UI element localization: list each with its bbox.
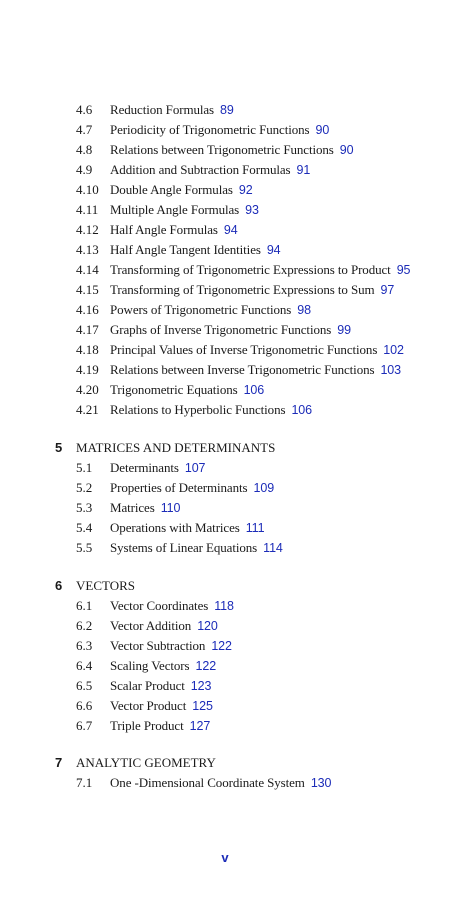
page-link[interactable]: 118: [214, 599, 234, 613]
section-title: Scalar Product 123: [110, 678, 212, 693]
section-number: 4.7: [76, 122, 93, 137]
section-title: Matrices 110: [110, 500, 181, 515]
section-number: 6.1: [76, 598, 93, 613]
section-title: Determinants 107: [110, 460, 206, 475]
page-link[interactable]: 107: [184, 461, 206, 475]
section-number: 4.17: [76, 322, 99, 337]
section-number: 7.1: [76, 775, 93, 790]
page-link[interactable]: 92: [238, 183, 253, 197]
page-link[interactable]: 93: [245, 203, 259, 217]
section-number: 5.3: [76, 500, 93, 515]
page-number-footer: v: [221, 850, 229, 865]
section-title: Triple Product 127: [110, 718, 211, 733]
section-title: Vector Product 125: [110, 698, 213, 713]
section-number: 6.7: [76, 718, 93, 733]
section-number: 4.9: [76, 162, 93, 177]
page-link[interactable]: 127: [189, 719, 211, 733]
page-link[interactable]: 102: [383, 343, 404, 357]
section-number: 4.16: [76, 302, 99, 317]
page-link[interactable]: 122: [195, 659, 217, 673]
page-link[interactable]: 94: [223, 223, 238, 237]
section-number: 5.4: [76, 520, 93, 535]
page-link[interactable]: 90: [339, 143, 354, 157]
section-number: 4.8: [76, 142, 93, 157]
section-number: 5.2: [76, 480, 93, 495]
section-number: 5.1: [76, 460, 93, 475]
chapter-title: VECTORS: [76, 578, 135, 593]
section-title: One -Dimensional Coordinate System 130: [110, 775, 332, 790]
section-number: 6.4: [76, 658, 93, 673]
section-title: Addition and Subtraction Formulas 91: [110, 162, 311, 177]
page-link[interactable]: 109: [253, 481, 275, 495]
section-number: 4.20: [76, 382, 99, 397]
section-title: Relations to Hyperbolic Functions 106: [110, 402, 312, 417]
section-number: 6.2: [76, 618, 93, 633]
page-link[interactable]: 111: [245, 521, 265, 535]
page-link[interactable]: 122: [211, 639, 232, 653]
section-number: 4.18: [76, 342, 99, 357]
page-link[interactable]: 99: [337, 323, 351, 337]
section-title: Relations between Inverse Trigonometric Functions 103: [110, 362, 402, 377]
chapter-title: ANALYTIC GEOMETRY: [76, 755, 216, 770]
chapter-number: 6: [55, 578, 63, 593]
section-number: 4.11: [76, 202, 99, 217]
page-link[interactable]: 90: [315, 123, 330, 137]
page-link[interactable]: 120: [197, 619, 218, 633]
chapter-title: MATRICES AND DETERMINANTS: [76, 440, 276, 455]
page-link[interactable]: 114: [263, 541, 283, 555]
section-title: Graphs of Inverse Trigonometric Functions 99: [110, 322, 351, 337]
page-link[interactable]: 110: [160, 501, 181, 515]
page-link[interactable]: 97: [380, 283, 395, 297]
section-number: 4.14: [76, 262, 99, 277]
section-title: Vector Coordinates 118: [110, 598, 234, 613]
section-number: 4.10: [76, 182, 99, 197]
page-link[interactable]: 125: [192, 699, 213, 713]
section-number: 5.5: [76, 540, 93, 555]
section-title: Reduction Formulas 89: [110, 102, 234, 117]
section-number: 4.15: [76, 282, 99, 297]
section-title: Operations with Matrices 111: [110, 520, 265, 535]
chapter-number: 5: [55, 440, 63, 455]
page-link[interactable]: 130: [310, 776, 332, 790]
page-link[interactable]: 103: [380, 363, 402, 377]
section-title: Double Angle Formulas 92: [110, 182, 253, 197]
section-number: 6.3: [76, 638, 93, 653]
page-link[interactable]: 95: [396, 263, 411, 277]
section-title: Multiple Angle Formulas 93: [110, 202, 259, 217]
page-link[interactable]: 106: [243, 383, 265, 397]
section-title: Systems of Linear Equations 114: [110, 540, 283, 555]
section-number: 4.19: [76, 362, 99, 377]
page-link[interactable]: 89: [220, 103, 234, 117]
section-title: Scaling Vectors 122: [110, 658, 217, 673]
page-link[interactable]: 94: [266, 243, 281, 257]
section-title: Vector Subtraction 122: [110, 638, 232, 653]
section-title: Vector Addition 120: [110, 618, 218, 633]
section-title: Half Angle Formulas 94: [110, 222, 238, 237]
page-link[interactable]: 123: [190, 679, 212, 693]
section-title: Periodicity of Trigonometric Functions 90: [110, 122, 330, 137]
chapter-number: 7: [55, 755, 63, 770]
section-title: Transforming of Trigonometric Expressions to Sum 97: [110, 282, 395, 297]
section-number: 6.6: [76, 698, 93, 713]
section-title: Relations between Trigonometric Functions 90: [110, 142, 354, 157]
page-link[interactable]: 106: [291, 403, 312, 417]
section-number: 4.13: [76, 242, 99, 257]
section-title: Trigonometric Equations 106: [110, 382, 265, 397]
section-number: 4.12: [76, 222, 99, 237]
page-link[interactable]: 91: [296, 163, 311, 177]
page-link[interactable]: 98: [297, 303, 311, 317]
section-title: Principal Values of Inverse Trigonometric Functions 102: [110, 342, 404, 357]
section-number: 4.6: [76, 102, 93, 117]
section-title: Powers of Trigonometric Functions 98: [110, 302, 311, 317]
section-title: Half Angle Tangent Identities 94: [110, 242, 281, 257]
section-title: Transforming of Trigonometric Expressions to Product 95: [110, 262, 411, 277]
section-number: 4.21: [76, 402, 99, 417]
section-title: Properties of Determinants 109: [110, 480, 275, 495]
section-number: 6.5: [76, 678, 93, 693]
